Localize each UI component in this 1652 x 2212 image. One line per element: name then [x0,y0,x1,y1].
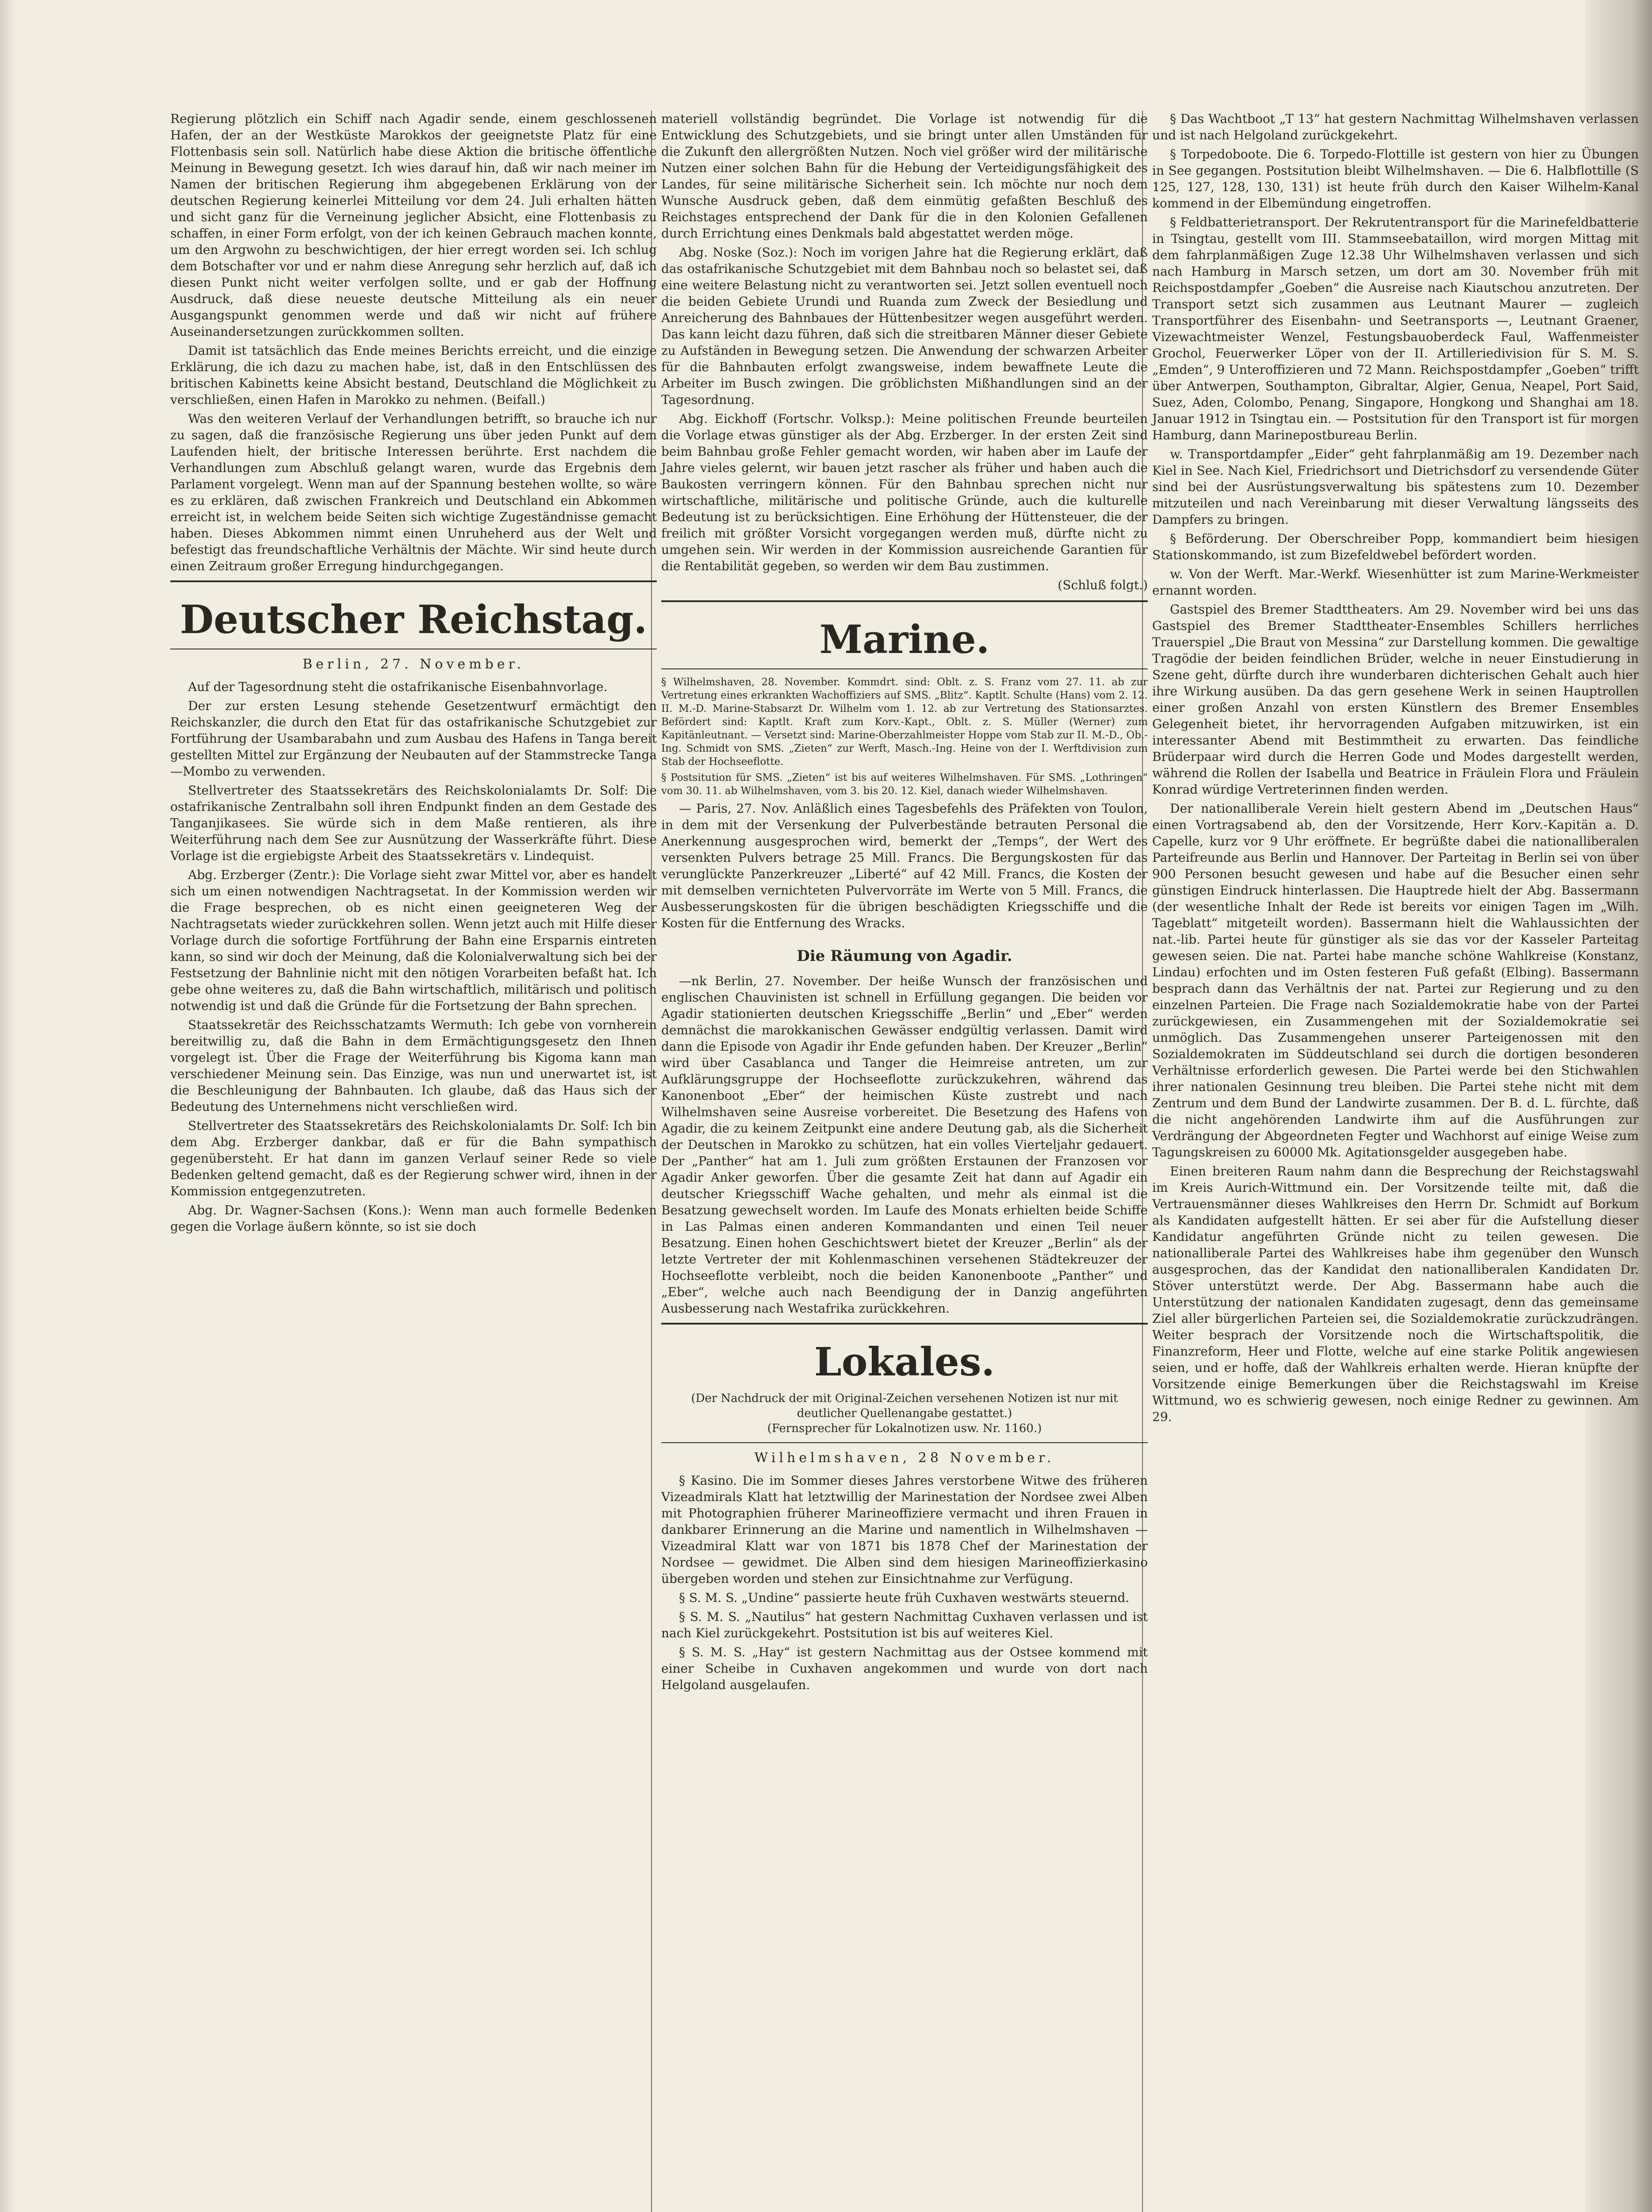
news-item: § Postsitution für SMS. „Zieten“ ist bis auf weiteres Wilhelmshaven. Für SMS. „Lothringen“ vom 30. 11. ab Wilhelmshaven, vom 3. bis 20. 12. Kiel, danach wieder Wilhelmshaven. [661,772,1148,797]
news-item: § Beförderung. Der Oberschreiber Popp, kommandiert beim hiesigen Stationskommando, ist zum Bizefeldwebel befördert worden. [1152,531,1639,562]
column-1 [170,111,657,1237]
news-item: Gastspiel des Bremer Stadttheaters. Am 29. November wird bei uns das Gastspiel des Bremer Stadttheater-Ensembles Schillers herrliches Trauerspiel „Die Braut von Messina“ zur Darstellung kommen. Die gewaltige Tragödie der beiden feindlichen Brüder, welche in neuer Einstudierung in Szene geht, dürfte durch ihre wunderbaren dichterischen Gehalt auch hier ihre Wirkung ausüben. Da das gern gesehene Werk in seinen Hauptrollen einer großen Anzahl von ersten Künstlern des Bremer Ensembles Gelegenheit bietet, ihr hervorragenden Aufgaben mitzuwirken, ist ein interessanter Abend mit Bestimmtheit zu erwarten. Das feindliche Brüderpaar wird durch die Herren Gode und Modes dargestellt werden, während die Rollen der Isabella und Beatrice in Fräulein Flora und Fräulein Konrad würdige Vertreterinnen finden werden. [1152,602,1639,797]
section-divider [661,668,1148,669]
section-divider [661,600,1148,602]
news-item: § S. M. S. „Nautilus“ hat gestern Nachmittag Cuxhaven verlassen und ist nach Kiel zurückgekehrt. Postsitution ist bis auf weiteres Kiel. [661,1609,1148,1640]
news-item: § Feldbatterietransport. Der Rekrutentransport für die Marinefeldbatterie in Tsingtau, gestellt vom III. Stammseebataillon, wird morgen Mittag mit dem fahrplanmäßigen Zuge 12.38 Uhr Wilhelmshaven verlassen und sich nach Hamburg in Marsch setzen, um dort am 30. November früh mit Reichspostdampfer „Goeben“ die Ausreise nach Kiautschou anzutreten. Der Transport setzt sich zusammen aus Leutnant Maurer — zugleich Transportführer des Eisenbahn- und Seetransports —, Leutnant Graener, Vizewachtmeister Wenzel, Festungsbauoberdeck Faul, Waffenmeister Grochol, Feuerwerker Löper von der II. Artilleriedivision für S. M. S. „Emden“, 9 Unteroffizieren und 72 Mann. Reichspostdampfer „Goeben“ trifft über Antwerpen, Southampton, Gibraltar, Algier, Genua, Neapel, Port Said, Suez, Aden, Colombo, Penang, Singapore, Hongkong und Shanghai am 18. Januar 1912 in Tsingtau ein. — Postsitution für den Transport ist für morgen Hamburg, dann Marinepostbureau Berlin. [1152,215,1639,442]
reprint-note: (Der Nachdruck der mit Original-Zeichen versehenen Notizen ist nur mit deutlicher Quellenangabe gestattet.) [691,1392,1118,1420]
article-text: Stellvertreter des Staatssekretärs des Reichskolonialamts Dr. Solf: Ich bin dem Abg. Erzberger dankbar, daß er für die Bahn sympathisch gegenübersteht. Er hat dann im ganzen Verlauf seiner Rede so viele Bedenken geltend gemacht, daß es der Regierung schwer wird, ihnen in der Kommission entgegenzutreten. [170,1118,657,1198]
news-item: § Kasino. Die im Sommer dieses Jahres verstorbene Witwe des früheren Vizeadmirals Klatt hat letztwillig der Marinestation der Nordsee zwei Alben mit Photographien früherer Marineoffiziere vermacht und ihren Frauen in dankbarer Erinnerung an die Marine und namentlich in Wilhelmshaven — Vizeadmiral Klatt war von 1871 bis 1878 Chef der Marinestation der Nordsee — gewidmet. Die Alben sind dem hiesigen Marineoffizierkasino übergeben worden und stehen zur Einsichtnahme zur Verfügung. [661,1473,1148,1586]
news-item: § Das Wachtboot „T 13“ hat gestern Nachmittag Wilhelmshaven verlassen und ist nach Helgoland zurückgekehrt. [1152,111,1639,142]
news-item: Einen breiteren Raum nahm dann die Besprechung der Reichstagswahl im Kreis Aurich-Wittmund ein. Der Vorsitzende teilte mit, daß die Vertrauensmänner dieses Wahlkreises den Herrn Dr. Schmidt auf Borkum als Kandidaten aufgestellt hätten. Er sei aber für die Aufstellung dieser Kandidatur angeführten Gründe nicht zu teilen gewesen. Die nationalliberale Partei des Wahlkreises habe ihm gegenüber den Wunsch ausgesprochen, das der Kandidat den nationalliberalen Kandidaten Dr. Stöver unterstützt werde. Der Abg. Bassermann habe auch die Unterstützung der nationalen Kandidaten zugesagt, denn das gemeinsame Ziel aller bürgerlichen Parteien sei, die Sozialdemokratie zurückzudrängen. Weiter besprach der Vorsitzende noch die Wirtschaftspolitik, die Finanzreform, Heer und Flotte, welche auf eine starke Politik angewiesen seien, und er hoffe, daß der Wahlkreis erhalten werde. Hieran knüpfte der Vorsitzende einige Bemerkungen über die Reichstagswahl im Kreise Wittmund, wo es schwierig gewesen, noch einige Redner zu gewinnen. Am 29. [1152,1164,1639,1424]
section-title-marine: Marine. [819,616,990,662]
news-item: § Wilhelmshaven, 28. November. Kommdrt. sind: Oblt. z. S. Franz vom 27. 11. ab zur Vertretung eines erkrankten Wachoffiziers auf SMS. „Blitz“. Kaptlt. Schulte (Hans) vom 2. 12. II. M.-D. Marine-Stabsarzt Dr. Wilhelm vom 1. 12. ab zur Vertretung des Stationsarztes. Befördert sind: Kaptlt. Kraft zum Korv.-Kapt., Oblt. z. S. Müller (Werner) zum Kapitänleutnant. — Versetzt sind: Marine-Oberzahlmeister Hoppe vom Stab zur II. M.-D., Ob.-Ing. Schmidt von SMS. „Zieten“ zur Werft, Masch.-Ing. Heine von der I. Werftdivision zum Stab der Hochseeflotte. [661,676,1148,768]
news-item: w. Von der Werft. Mar.-Werkf. Wiesenhütter ist zum Marine-Werkmeister ernannt worden. [1152,567,1639,598]
column-2 [661,111,1148,1696]
news-item: — Paris, 27. Nov. Anläßlich eines Tagesbefehls des Präfekten von Toulon, in dem mit der Versenkung der Pulverbestände betrauten Personal die Anerkennung ausgesprochen wird, bemerkt der „Temps“, der Wert des versenkten Pulvers betrage 25 Mill. Francs. Die Bergungskosten für das verunglückte Panzerkreuzer „Liberté“ auf 42 Mill. Francs, die Kosten der mit demselben vernichteten Pulvervorräte im Werte von 5 Mill. Francs, die Ausbesserungskosten für die übrigen beschädigten Kriegsschiffe und die Kosten für die Entfernung des Wracks. [661,801,1148,930]
article-text: Abg. Dr. Wagner-Sachsen (Kons.): Wenn man auch formelle Bedenken gegen die Vorlage äußern könnte, so ist sie doch [170,1203,657,1234]
article-text: materiell vollständig begründet. Die Vorlage ist notwendig für die Entwicklung des Schutzgebiets, und sie bringt unter allen Umständen für die Zukunft den allergrößten Nutzen. Noch viel größer wird der militärische Nutzen einer solchen Bahn für die Hebung der Verteidigungsfähigkeit des Landes, für seine militärische Sicherheit sein. Ich möchte nur noch dem Wunsche Ausdruck geben, daß dem einmütig gefaßten Beschluß des Reichstages entsprechend der Dank für die in den Kolonien Gefallenen durch Errichtung eines Denkmals bald abgestattet werden möge. [661,111,1148,241]
dateline: Berlin, 27. November. [303,657,525,672]
section-divider [170,580,657,582]
section-title-lokales: Lokales. [814,1339,995,1385]
article-end-note: (Schluß folgt.) [1058,578,1148,592]
article-text: Abg. Erzberger (Zentr.): Die Vorlage sieht zwar Mittel vor, aber es handelt sich um einen notwendigen Nachtragsetat. In der Kommission werden wir die Frage besprechen, ob es nicht einen geeigneteren Weg der Nachtragsetats wieder zurückkehren sollen. Wenn jetzt auch mit Hilfe dieser Vorlage durch die sofortige Fortführung der Bahn eine Ersparnis eintreten kann, so sind wir doch der Meinung, daß die Kolonialverwaltung sich bei der Festsetzung der Bahnlinie nicht mit den nötigen Vorarbeiten befaßt hat. Ich gebe ohne weiteres zu, daß die Bahn wirtschaftlich, militärisch und politisch notwendig ist und daß die Gründe für die Fortsetzung der Bahn sprechen. [170,868,657,1013]
news-item: —nk Berlin, 27. November. Der heiße Wunsch der französischen und englischen Chauvinisten ist schnell in Erfüllung gegangen. Die beiden vor Agadir stationierten deutschen Kriegsschiffe „Berlin“ und „Eber“ werden demnächst die marokkanischen Gewässer endgültig verlassen. Damit wird dann die Episode von Agadir ihr Ende gefunden haben. Der Kreuzer „Berlin“ wird über Casablanca und Tanger die Heimreise antreten, um zur Aufklärungsgruppe der Hochseeflotte zurückzukehren, während das Kanonenboot „Eber“ der heimischen Küste zustrebt und nach Wilhelmshaven seine Ausreise vorbereitet. Die Besetzung des Hafens von Agadir, die zu keinem Zeitpunkt eine andere Deutung gab, als die Sicherheit der Deutschen in Marokko zu schützen, hat ein volles Vierteljahr gedauert. Der „Panther“ hat am 1. Juli zum größten Erstaunen der Franzosen vor Agadir Anker geworfen. Über die gesamte Zeit hat dann auf Agadir ein deutscher Kriegsschiff Wache gehalten, und mehr als einmal ist die Besatzung gewechselt worden. Im Laufe des Monats erhielten beide Schiffe in Las Palmas einen anderen Kommandanten und einen Teil neuer Besatzung. Einen hohen Geschichtswert bietet der Kreuzer „Berlin“ als der letzte Vertreter der mit Kohlenmaschinen versehenen Städtekreuzer der Hochseeflotte verbleibt, noch die beiden Kanonenboote „Panther“ und „Eber“, welche auch nach Beendigung der in Danzig angeführten Ausbesserung nach Westafrika zurückkehren. [661,974,1148,1316]
column-3 [1152,111,1639,1428]
news-item: § S. M. S. „Undine“ passierte heute früh Cuxhaven westwärts steuernd. [679,1590,1130,1605]
article-text: Was den weiteren Verlauf der Verhandlungen betrifft, so brauche ich nur zu sagen, daß die französische Regierung uns über jeden Punkt auf dem Laufenden hielt, der britische Interessen berührte. Erst nachdem die Verhandlungen zum Abschluß gelangt waren, wurde das Ergebnis dem Parlament vorgelegt. Wenn man auf der Spannung bestehen wollte, so wäre es zu erklären, daß zwischen Frankreich und Deutschland ein Abkommen erreicht ist, in welchem beide Seiten sich wichtige Zugeständnisse gemacht haben. Dieses Abkommen nimmt einen Unruheherd aus der Welt und befestigt das freundschaftliche Verhältnis der Mächte. Wir sind heute durch einen Zeitraum großer Erregung hindurchgegangen. [170,411,657,573]
article-text: Regierung plötzlich ein Schiff nach Agadir sende, einem geschlossenen Hafen, der an der Westküste Marokkos der geeignetste Platz für eine Flottenbasis sein soll. Natürlich habe diese Aktion die britische öffentliche Meinung in Bewegung gesetzt. Ich wies darauf hin, daß wir nach meiner im Namen der britischen Regierung ihm abgegebenen Erklärung von der deutschen Regierung keinerlei Mitteilung vor dem 24. Juli erhalten hätten und sicht ganz für die Verneinung jeglicher Absicht, eine Flottenbasis zu schaffen, in einer Form erfolgt, von der ich keinen Gebrauch machen konnte, um den Argwohn zu beschwichtigen, der hier erregt worden sei. Ich schlug dem Botschafter vor und er nahm diese Anregung sehr herzlich auf, daß ich diesen Punkt nicht weiter verfolgen sollte, und er gab der Hoffnung Ausdruck, daß diese neueste deutsche Mitteilung als ein neuer Ausgangspunkt genommen werde und daß wir nicht auf frühere Auseinandersetzungen zurückkommen sollten. [170,111,657,339]
article-text: Abg. Noske (Soz.): Noch im vorigen Jahre hat die Regierung erklärt, daß das ostafrikanische Schutzgebiet mit dem Bahnbau noch so belastet sei, daß eine weitere Belastung nicht zu verantworten sei. Jetzt sollen eventuell noch die beiden Gebiete Urundi und Ruanda zum Zweck der Besiedlung und Anreicherung des Bahnbaues der Hüttenbesitzer wegen ausgeführt werden. Das kann leicht dazu führen, daß sich die streitbaren Männer dieser Gebiete zu Aufständen in Bewegung setzen. Die Anwendung der schwarzen Arbeiter für die Bahnbauten erfolgt zwangsweise, indem bewaffnete Leute die Arbeiter im Busch zwingen. Die gröblichsten Mißhandlungen sind an der Tagesordnung. [661,245,1148,407]
news-item: § S. M. S. „Hay“ ist gestern Nachmittag aus der Ostsee kommend mit einer Scheibe in Cuxhaven angekommen und wurde von dort nach Helgoland ausgelaufen. [661,1645,1148,1692]
news-item: Der nationalliberale Verein hielt gestern Abend im „Deutschen Haus“ einen Vortragsabend ab, den der Vorsitzende, Herr Korv.-Kapitän a. D. Capelle, kurz vor 9 Uhr eröffnete. Er begrüßte dabei die nationalliberalen Parteifreunde aus Berlin und Hannover. Der Parteitag in Berlin sei von über 900 Personen besucht gewesen und habe auf die Besucher einen sehr günstigen Eindruck hinterlassen. Die Hauptrede hielt der Abg. Bassermann (der wesentliche Inhalt der Rede ist bereits vor einigen Tagen im „Wilh. Tageblatt“ mitgeteilt worden). Bassermann hielt die Wahlaussichten der nat.-lib. Partei heute für günstiger als sie das vor der Kasseler Parteitag gewesen seien. Die nat. Partei habe manche schöne Wahlkreise (Konstanz, Lindau) erfochten und im Osten festeren Fuß gefaßt (Elbing). Bassermann besprach dann das Verhältnis der nat. Partei zur Regierung und zu den einzelnen Parteien. Die Frage nach Sozialdemokratie habe von der Partei zurückgewiesen, ein Zusammengehen mit der Sozialdemokratie sei unmöglich. Das Zusammengehen unserer Parteigenossen mit den Sozialdemokraten im Süddeutschland sei durch die dortigen besonderen Verhältnisse erforderlich gewesen. Die Partei werde bei den Stichwahlen ihrer nationalen Gesinnung treu bleiben. Die Partei stehe nicht mit dem Zentrum und dem Bund der Landwirte zusammen. Der B. d. L. fürchte, daß die nicht angehörenden Landwirte ihm auf die Ausführungen zur Verdrängung der Abgeordneten Fegter und Wachhorst auf einige Weise zum Tagungskreisen zu 60000 Mk. Agitationsgelder ausgegeben habe. [1152,801,1639,1160]
dateline: Wilhelmshaven, 28 November. [754,1450,1055,1466]
phone-note: (Fernsprecher für Lokalnotizen usw. Nr. 1160.) [767,1422,1042,1435]
article-text: Abg. Eickhoff (Fortschr. Volksp.): Meine politischen Freunde beurteilen die Vorlage etwas günstiger als der Abg. Erzberger. In der ersten Zeit sind beim Bahnbau große Fehler gemacht worden, wir haben aber im Laufe der Jahre vieles gelernt, wir bauen jetzt rascher als früher und haben auch die Baukosten verringern können. Für den Bahnbau sprechen nicht nur wirtschaftliche, militärische und politische Gründe, auch die kulturelle Bedeutung ist zu berücksichtigen. Eine Erhöhung der Hüttensteuer, die der freilich mit größter Vorsicht vorgegangen werden muß, dürfte nicht zu umgehen sein. Wir werden in der Kommission ausreichende Garantien für die Rentabilität gegeben, so werden wir dem Bau zustimmen. [661,411,1148,573]
article-text: Stellvertreter des Staatssekretärs des Reichskolonialamts Dr. Solf: Die ostafrikanische Zentralbahn soll ihren Endpunkt finden an dem Gestade des Tanganjikasees. Sie würde sich in dem Maße rentieren, als ihre Weiterführung nach dem See zur Ausnützung der Wasserkräfte führt. Diese Vorlage ist die ergiebigste Arbeit des Staatssekretärs v. Lindequist. [170,783,657,863]
section-title-reichstag: Deutscher Reichstag. [180,596,648,642]
article-text: Der zur ersten Lesung stehende Gesetzentwurf ermächtigt den Reichskanzler, die durch den Etat für das ostafrikanische Schutzgebiet zur Fortführung der Usambarabahn und zum Ausbau des Hafens in Tanga bereit gestellten Mittel zur Ergänzung der Neubauten auf der Stammstrecke Tanga—Mombo zu verwenden. [170,699,657,779]
article-text: Staatssekretär des Reichsschatzamts Wermuth: Ich gebe von vornherein bereitwillig zu, daß die Bahn in dem Ermächtigungsgesetz den Ihnen vorgelegt ist. Über die Frage der Weiterführung bis Kigoma kann man verschiedener Meinung sein. Das Einzige, was nun und unerwartet ist, ist die Beschleunigung der Bahnbauten. Ich glaube, daß das Haus sich der Bedeutung des Unternehmens nicht verschließen wird. [170,1018,657,1114]
subheading-agadir: Die Räumung von Agadir. [797,947,1012,965]
article-text: Auf der Tagesordnung steht die ostafrikanische Eisenbahnvorlage. [188,680,608,694]
article-text: Damit ist tatsächlich das Ende meines Berichts erreicht, und die einzige Erklärung, die ich dazu zu machen habe, ist, daß in den Entschlüssen des britischen Kabinetts keine Absicht bestand, Deutschland die Möglichkeit zu verschließen, einen Hafen in Marokko zu nehmen. (Beifall.) [170,343,657,407]
section-divider [661,1323,1148,1325]
news-item: w. Transportdampfer „Eider“ geht fahrplanmäßig am 19. Dezember nach Kiel in See. Nach Kiel, Friedrichsort und Dietrichsdorf zu versendende Güter sind bei der Ausrüstungsverwaltung bis spätestens zum 10. Dezember mitzuteilen und nach Vereinbarung mit dieser Verwaltung längsseits des Dampfers zu bringen. [1152,447,1639,527]
section-divider [661,1442,1148,1443]
news-item: § Torpedoboote. Die 6. Torpedo-Flottille ist gestern von hier zu Übungen in See gegangen. Postsitution bleibt Wilhelmshaven. — Die 6. Halbflottille (S 125, 127, 128, 130, 131) ist heute früh durch den Kaiser Wilhelm-Kanal kommend in der Elbemündung eingetroffen. [1152,147,1639,211]
page-spine-shadow [0,0,13,2212]
